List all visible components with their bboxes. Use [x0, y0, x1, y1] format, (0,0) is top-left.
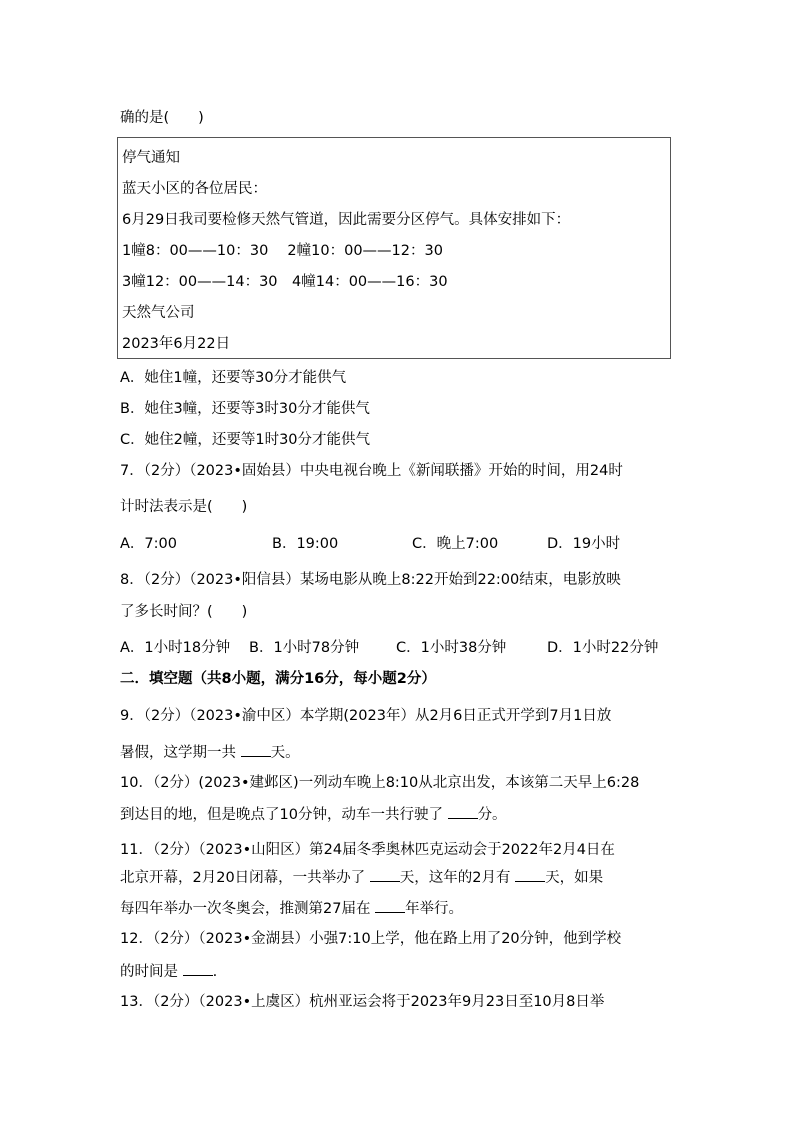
- q9-stem-line-2: [120, 742, 680, 763]
- q7-option-c: C．晚上7:00: [412, 536, 499, 552]
- section-2-heading: 二．填空题（共8小题，满分16分，每小题2分）: [120, 671, 436, 687]
- q11-stem-line-1: 11．（2分）（2023•山阳区）第24届冬季奥林匹克运动会于2022年2月4日在: [120, 842, 615, 858]
- notice-body: 6月29日我司要检修天然气管道，因此需要分区停气。具体安排如下：: [122, 212, 571, 228]
- notice-date: 2023年6月22日: [122, 336, 231, 352]
- q12-text-before-blank: 的时间是: [120, 964, 183, 980]
- q10-text-after-blank: 分。: [477, 807, 507, 823]
- q11-text-part-5: 年举行。: [405, 901, 464, 917]
- q11-text-part-3: 天，如果: [545, 870, 604, 886]
- notice-row-2: 3幢12：00——14：30 4幢14：00——16：30: [122, 274, 448, 290]
- q8-stem-line-2: 了多长时间？( ): [120, 604, 248, 620]
- q7-stem-line-2: 计时法表示是( ): [120, 499, 248, 515]
- q6-option-a: A．她住1幢，还要等30分才能供气: [120, 370, 347, 386]
- q11-stem-line-3: [120, 898, 680, 919]
- q12-text-after-blank: .: [212, 964, 218, 980]
- q12-answer-blank[interactable]: [183, 961, 213, 976]
- q10-text-before-blank: 到达目的地，但是晚点了10分钟，动车一共行驶了: [120, 807, 448, 823]
- q11-answer-blank-1[interactable]: [370, 867, 400, 882]
- q11-text-part-2: 天，这年的2月有: [399, 870, 516, 886]
- notice-company: 天然气公司: [122, 305, 195, 321]
- notice-row-1: 1幢8：00——10：30 2幢10：00——12：30: [122, 243, 443, 259]
- q8-option-a: A．1小时18分钟: [120, 640, 231, 656]
- q8-option-c: C．1小时38分钟: [396, 640, 507, 656]
- q7-option-b: B．19:00: [272, 536, 339, 552]
- notice-greeting: 蓝天小区的各位居民：: [122, 181, 267, 197]
- q7-option-a: A．7:00: [120, 536, 177, 552]
- q6-option-b: B．她住3幢，还要等3时30分才能供气: [120, 401, 370, 417]
- q10-stem-line-1: 10．（2分）(2023•建邺区)一列动车晚上8:10从北京出发，本该第二天早上6:28: [120, 775, 640, 791]
- q7-option-d: D．19小时: [547, 536, 621, 552]
- q9-text-before-blank: 暑假，这学期一共: [120, 745, 241, 761]
- notice-title: 停气通知: [122, 150, 180, 166]
- q11-text-part-4: 每四年举办一次冬奥会，推测第27届在: [120, 901, 376, 917]
- q11-answer-blank-2[interactable]: [515, 867, 545, 882]
- q10-answer-blank[interactable]: [448, 804, 478, 819]
- q12-stem-line-2: [120, 961, 680, 982]
- q13-stem-line-1: 13．（2分）（2023•上虞区）杭州亚运会将于2023年9月23日至10月8日举: [120, 994, 605, 1010]
- q11-stem-line-2: [120, 867, 680, 888]
- q9-answer-blank[interactable]: [241, 742, 271, 757]
- q8-stem-line-1: 8．（2分）（2023•阳信县）某场电影从晚上8:22开始到22:00结束，电影放映: [120, 572, 621, 588]
- q10-stem-line-2: [120, 804, 680, 825]
- notice-box: [117, 137, 671, 359]
- q11-text-part-1: 北京开幕，2月20日闭幕，一共举办了: [120, 870, 370, 886]
- q7-stem-line-1: 7．（2分）（2023•固始县）中央电视台晚上《新闻联播》开始的时间，用24时: [120, 463, 623, 479]
- q9-stem-line-1: 9．（2分）（2023•渝中区）本学期(2023年）从2月6日正式开学到7月1日放: [120, 708, 612, 724]
- q9-text-after-blank: 天。: [270, 745, 300, 761]
- q8-option-b: B．1小时78分钟: [249, 640, 360, 656]
- q12-stem-line-1: 12．（2分）（2023•金湖县）小强7:10上学，他在路上用了20分钟，他到学校: [120, 931, 622, 947]
- q6-option-c: C．她住2幢，还要等1时30分才能供气: [120, 432, 371, 448]
- q6-stem-tail: 确的是( ): [120, 110, 204, 126]
- q8-option-d: D．1小时22分钟: [547, 640, 659, 656]
- q11-answer-blank-3[interactable]: [375, 898, 405, 913]
